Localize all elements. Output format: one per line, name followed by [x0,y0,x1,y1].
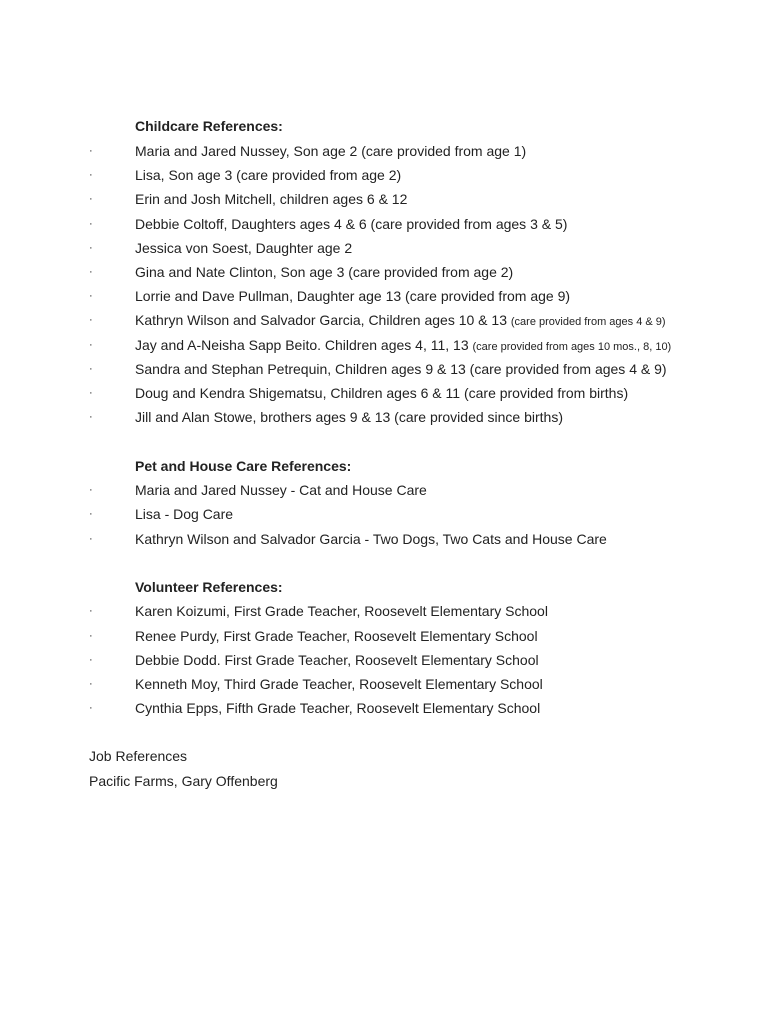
list-item [0,676,768,694]
list-item [0,628,768,646]
bullet: · [89,702,93,714]
bullet: · [89,193,93,205]
item-text: Lisa - Dog Care [135,506,234,522]
item-text: Debbie Coltoff, Daughters ages 4 & 6 (care provided from ages 3 & 5) [135,216,568,232]
list-item [0,240,768,258]
item-text: Lisa, Son age 3 (care provided from age 2) [135,167,402,183]
item-note: (care provided from ages 10 mos., 8, 10) [472,341,672,353]
list-item [0,482,768,500]
item-text: Kathryn Wilson and Salvador Garcia, Children ages 10 & 13 [135,312,511,328]
bullet: · [89,290,93,302]
item-text: Maria and Jared Nussey - Cat and House Care [135,482,427,498]
childcare-heading: Childcare References: [135,118,283,134]
item-text: Renee Purdy, First Grade Teacher, Roosevelt Elementary School [135,628,538,644]
bullet: · [89,314,93,326]
item-text: Sandra and Stephan Petrequin, Children ages 9 & 13 (care provided from ages 4 & 9) [135,361,667,377]
bullet: · [89,266,93,278]
item-text: Kathryn Wilson and Salvador Garcia - Two Dogs, Two Cats and House Care [135,531,607,547]
bullet: · [89,218,93,230]
bullet: · [89,484,93,496]
bullet: · [89,363,93,375]
list-item [0,506,768,524]
item-text: Debbie Dodd. First Grade Teacher, Roosevelt Elementary School [135,652,539,668]
item-text: Cynthia Epps, Fifth Grade Teacher, Roosevelt Elementary School [135,700,541,716]
list-item [0,191,768,209]
pet-house-heading: Pet and House Care References: [135,458,352,474]
list-item [0,409,768,427]
bullet: · [89,242,93,254]
item-text: Doug and Kendra Shigematsu, Children ages 6 & 11 (care provided from births) [135,385,629,401]
item-text: Lorrie and Dave Pullman, Daughter age 13 (care provided from age 9) [135,288,571,304]
list-item [0,603,768,621]
list-item [0,385,768,403]
list-item [0,216,768,234]
bullet: · [89,630,93,642]
item-text: Erin and Josh Mitchell, children ages 6 & 12 [135,191,408,207]
list-item [0,652,768,670]
bullet: · [89,145,93,157]
list-item [0,264,768,282]
list-item [0,143,768,161]
list-item [0,700,768,718]
item-text: Jill and Alan Stowe, brothers ages 9 & 13 (care provided since births) [135,409,564,425]
bullet: · [89,605,93,617]
job-reference: Pacific Farms, Gary Offenberg [89,773,278,789]
item-text: Gina and Nate Clinton, Son age 3 (care provided from age 2) [135,264,514,280]
list-item [0,531,768,549]
job-heading: Job References [89,748,188,764]
bullet: · [89,339,93,351]
list-item [0,312,768,330]
item-text: Kenneth Moy, Third Grade Teacher, Roosevelt Elementary School [135,676,543,692]
item-text: Maria and Jared Nussey, Son age 2 (care provided from age 1) [135,143,527,159]
item-text: Jessica von Soest, Daughter age 2 [135,240,353,256]
bullet: · [89,678,93,690]
item-text: Karen Koizumi, First Grade Teacher, Roosevelt Elementary School [135,603,548,619]
list-item [0,337,768,355]
list-item [0,167,768,185]
volunteer-heading: Volunteer References: [135,579,283,595]
bullet: · [89,169,93,181]
bullet: · [89,387,93,399]
list-item [0,288,768,306]
item-note: (care provided from ages 4 & 9) [510,316,666,328]
item-text: Jay and A-Neisha Sapp Beito. Children ages 4, 11, 13 [135,337,473,353]
bullet: · [89,654,93,666]
list-item [0,361,768,379]
bullet: · [89,508,93,520]
bullet: · [89,533,93,545]
bullet: · [89,411,93,423]
